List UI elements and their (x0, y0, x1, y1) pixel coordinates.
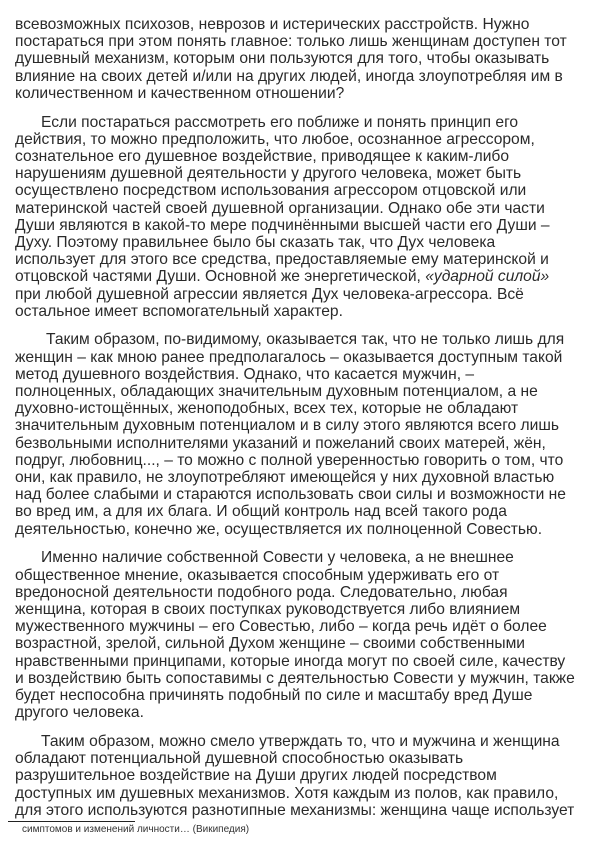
footnote-text: симптомов и изменений личности… (Википедия) (22, 824, 250, 835)
text-line: обладают потенциальной душевной способностью оказывать (15, 750, 464, 768)
text-line: полноценных, обладающих значительным духовным потенциалом, а не (15, 383, 538, 401)
text-line: и воздействию быть сопоставимы с деятельностью Совести у мужчин, также (15, 669, 575, 687)
paragraph-2 (15, 114, 595, 320)
text-line: Именно наличие собственной Совести у человека, а не внешнее (41, 549, 514, 567)
text-line: над более слабыми и стараются использовать свои силы и возможности не (15, 486, 566, 504)
text-line: осуществлено посредством использования агрессором отцовской или (15, 182, 527, 200)
text-line: другого человека. (15, 704, 144, 722)
text-line: будет неспособна причинять подобный по силе и масштабу вред Душе (15, 687, 533, 705)
text-line: количественном и качественном отношении? (15, 84, 345, 102)
paragraph-4 (15, 549, 595, 721)
italic-phrase: «ударной силой» (425, 268, 550, 286)
text-line: Души являются в какой-то мере подчинёнными высшей части его Души – (15, 216, 550, 234)
text-line: Духу. Поэтому правильнее было бы сказать так, что Дух человека (15, 233, 496, 251)
document-page (15, 16, 595, 830)
text-line: действия, то можно предположить, что любое, осознанное агрессором, (15, 130, 535, 148)
text-line: нравственными принципами, которые иногда могут по своей силе, качеству (15, 652, 566, 670)
text-line: они, как правило, не злоупотребляют имеющейся у них духовной властью (15, 469, 555, 487)
text-line: разрушительное воздействие на Души других людей посредством (15, 767, 497, 785)
text-line: нарушениям душевной деятельности у другого человека, может быть (15, 165, 522, 183)
text-line: мужественного мужчины – его Совестью, либо – когда речь идёт о более (15, 618, 547, 636)
text-line: женщина, которая в своих поступках руководствуется либо влиянием (15, 601, 521, 618)
text-line: метод душевного воздействия. Однако, что касается мужчин, – (15, 365, 475, 383)
text-line: постараться при этом понять главное: только лишь женщинам доступен тот (15, 33, 567, 51)
text-line: доступных им душевных механизмов. Хотя каждым из полов, как правило, (15, 784, 559, 802)
text-line: Если постараться рассмотреть его поближе и понять принцип его (41, 113, 519, 131)
text-line: всевозможных психозов, неврозов и истерических расстройств. Нужно (15, 16, 530, 33)
text-line: сознательное его душевное воздействие, приводящее к каким-либо (15, 147, 510, 165)
text-line: безвольными исполнителями указаний и пожеланий своих матерей, жён, (15, 434, 546, 452)
text-line (15, 268, 595, 285)
text-line: материнской частей своей душевной организации. Однако обе эти части (15, 199, 545, 217)
text-line: деятельностью, конечно же, осуществляется их полноценной Совестью. (15, 520, 543, 538)
text-line: общественное мнение, оказывается способным удерживать его от (15, 566, 500, 584)
text-line: Таким образом, по-видимому, оказывается так, что не только лишь для (46, 331, 565, 349)
text-line: влияние на своих детей и/или на других людей, иногда злоупотребляя им в (15, 67, 563, 85)
text-line: женщин – как мною ранее предполагалось – оказывается доступным такой (15, 348, 563, 366)
paragraph-3 (15, 331, 595, 537)
footnote-separator (8, 821, 135, 822)
text-line: душевный механизм, которым они пользуются для того, чтобы оказывать (15, 50, 550, 68)
text-line: остальное имеет вспомогательный характер. (15, 302, 343, 320)
text-line: во вред им, а для их блага. И общий контроль над всей такого рода (15, 503, 507, 521)
text-line: вредоносной деятельности подобного рода. Следовательно, любая (15, 583, 508, 601)
text-line: духовно-истощённых, женоподобных, всех тех, которые не обладают (15, 400, 519, 418)
text-line: Таким образом, можно смело утверждать то, что и мужчина и женщина (41, 732, 560, 750)
text-segment: отцовской частями Души. Основной же энергетической, (15, 268, 426, 286)
text-line: для этого используются разнотипные механизмы: женщина чаще использует (15, 801, 575, 819)
text-line: использует для этого все средства, предоставляемые ему материнской и (15, 251, 549, 269)
text-line: подруг, любовниц..., – то можно с полной уверенностью говорить о том, что (15, 451, 564, 469)
text-line: возрастной, зрелой, сильной Духом женщине – своими собственными (15, 635, 526, 653)
paragraph-5 (15, 733, 595, 819)
paragraph-1 (15, 16, 595, 102)
text-line: значительным духовным потенциалом и в силу этого являются всего лишь (15, 417, 560, 435)
text-line: при любой душевной агрессии является Дух человека-агрессора. Всё (15, 285, 524, 303)
